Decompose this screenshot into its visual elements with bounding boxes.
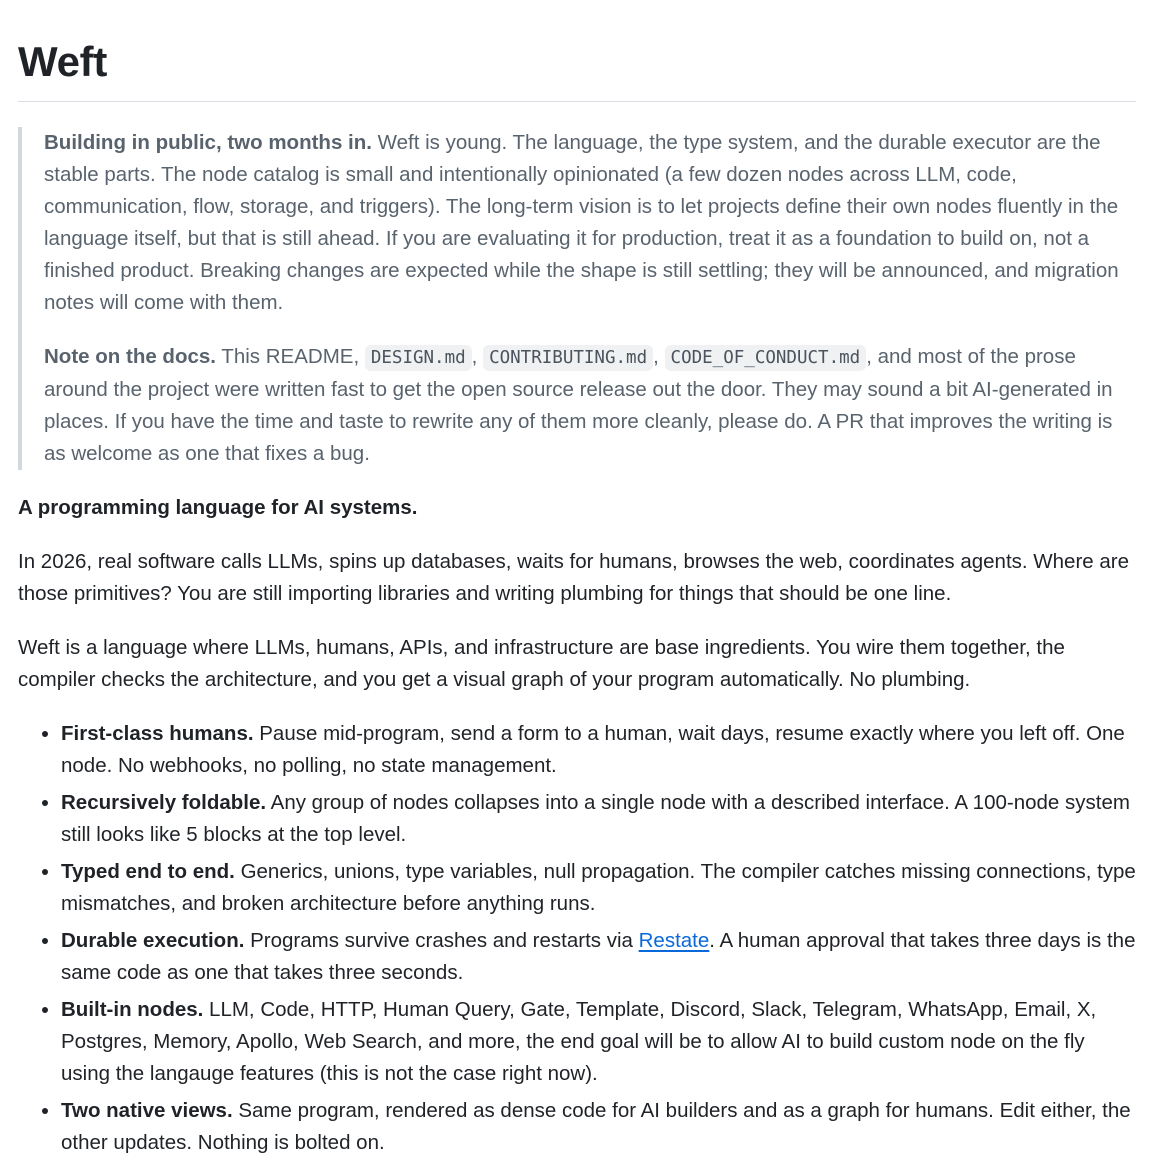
feature-item-recursively-foldable — [61, 787, 1136, 851]
feature-text: Generics, unions, type variables, null propagation. The compiler catches missing connections, type mismatches, and broken architecture before anything runs. — [61, 860, 1136, 915]
notice-status-text: Weft is young. The language, the type system, and the durable executor are the stable parts. The node catalog is small and intentionally opinionated (a few dozen nodes across LLM, code, communication, flow, storage, and triggers). The long-term vision is to let projects define their own nodes fluently in the language itself, but that is still ahead. If you are evaluating it for production, treat it as a foundation to build on, not a finished product. Breaking changes are expected while the shape is still settling; they will be announced, and migration notes will come with them. — [44, 131, 1119, 314]
feature-item-built-in-nodes — [61, 994, 1136, 1090]
feature-item-durable-execution — [61, 925, 1136, 989]
tagline: A programming language for AI systems. — [18, 496, 418, 519]
feature-title: First-class humans. — [61, 722, 254, 745]
code-contributing-md: CONTRIBUTING.md — [483, 345, 653, 371]
feature-title: Two native views. — [61, 1099, 233, 1122]
feature-title: Typed end to end. — [61, 860, 235, 883]
feature-text-pre: Programs survive crashes and restarts via — [244, 929, 639, 952]
feature-item-first-class-humans — [61, 718, 1136, 782]
notice-docs-lead: Note on the docs. — [44, 345, 216, 368]
notice-docs-pre: This README, — [215, 345, 365, 368]
feature-text: Pause mid-program, send a form to a human, wait days, resume exactly where you left off. One node. No webhooks, no polling, no state management. — [61, 722, 1125, 777]
intro-paragraph-2: Weft is a language where LLMs, humans, APIs, and infrastructure are base ingredients. You wire them together, the compiler checks the architecture, and you get a visual graph of your program automatically. No plumbing. — [18, 636, 1065, 691]
feature-title: Durable execution. — [61, 929, 245, 952]
feature-title: Recursively foldable. — [61, 791, 267, 814]
notice-paragraph-status — [44, 127, 1136, 319]
notice-status-lead: Building in public, two months in. — [44, 131, 372, 154]
intro-paragraph-1: In 2026, real software calls LLMs, spins up databases, waits for humans, browses the web, coordinates agents. Where are those primitives? You are still importing libraries and writing plumbing for things that should be one line. — [18, 550, 1129, 605]
page-title: Weft — [18, 0, 1136, 102]
feature-list — [18, 718, 1136, 1159]
code-conduct-md: CODE_OF_CONDUCT.md — [665, 345, 867, 371]
feature-text: LLM, Code, HTTP, Human Query, Gate, Template, Discord, Slack, Telegram, WhatsApp, Email, X, Postgres, Memory, Apollo, Web Search, and more, the end goal will be to allow AI to build custom node on the fly using the langauge features (this is not the case right now). — [61, 998, 1097, 1085]
restate-link[interactable]: Restate — [638, 929, 710, 952]
code-design-md: DESIGN.md — [365, 345, 472, 371]
notice-docs-text: , and most of the prose around the project were written fast to get the open source release out the door. They may sound a bit AI-generated in places. If you have the time and taste to rewrite any of them more cleanly, please do. A PR that improves the writing is as welcome as one that fixes a bug. — [44, 345, 1113, 465]
feature-text-post: . A human approval that takes three days is the same code as one that takes three seconds. — [61, 929, 1136, 984]
feature-item-two-native-views — [61, 1095, 1136, 1159]
feature-title: Built-in nodes. — [61, 998, 204, 1021]
feature-text: Any group of nodes collapses into a single node with a described interface. A 100-node system still looks like 5 blocks at the top level. — [61, 791, 1130, 846]
notice-sep-1: , — [471, 345, 484, 368]
notice-sep-2: , — [653, 345, 665, 368]
feature-item-typed-end-to-end — [61, 856, 1136, 920]
feature-text: Same program, rendered as dense code for AI builders and as a graph for humans. Edit either, the other updates. Nothing is bolted on. — [61, 1099, 1131, 1154]
notice-paragraph-docs — [44, 341, 1136, 470]
project-status-notice — [18, 127, 1136, 470]
